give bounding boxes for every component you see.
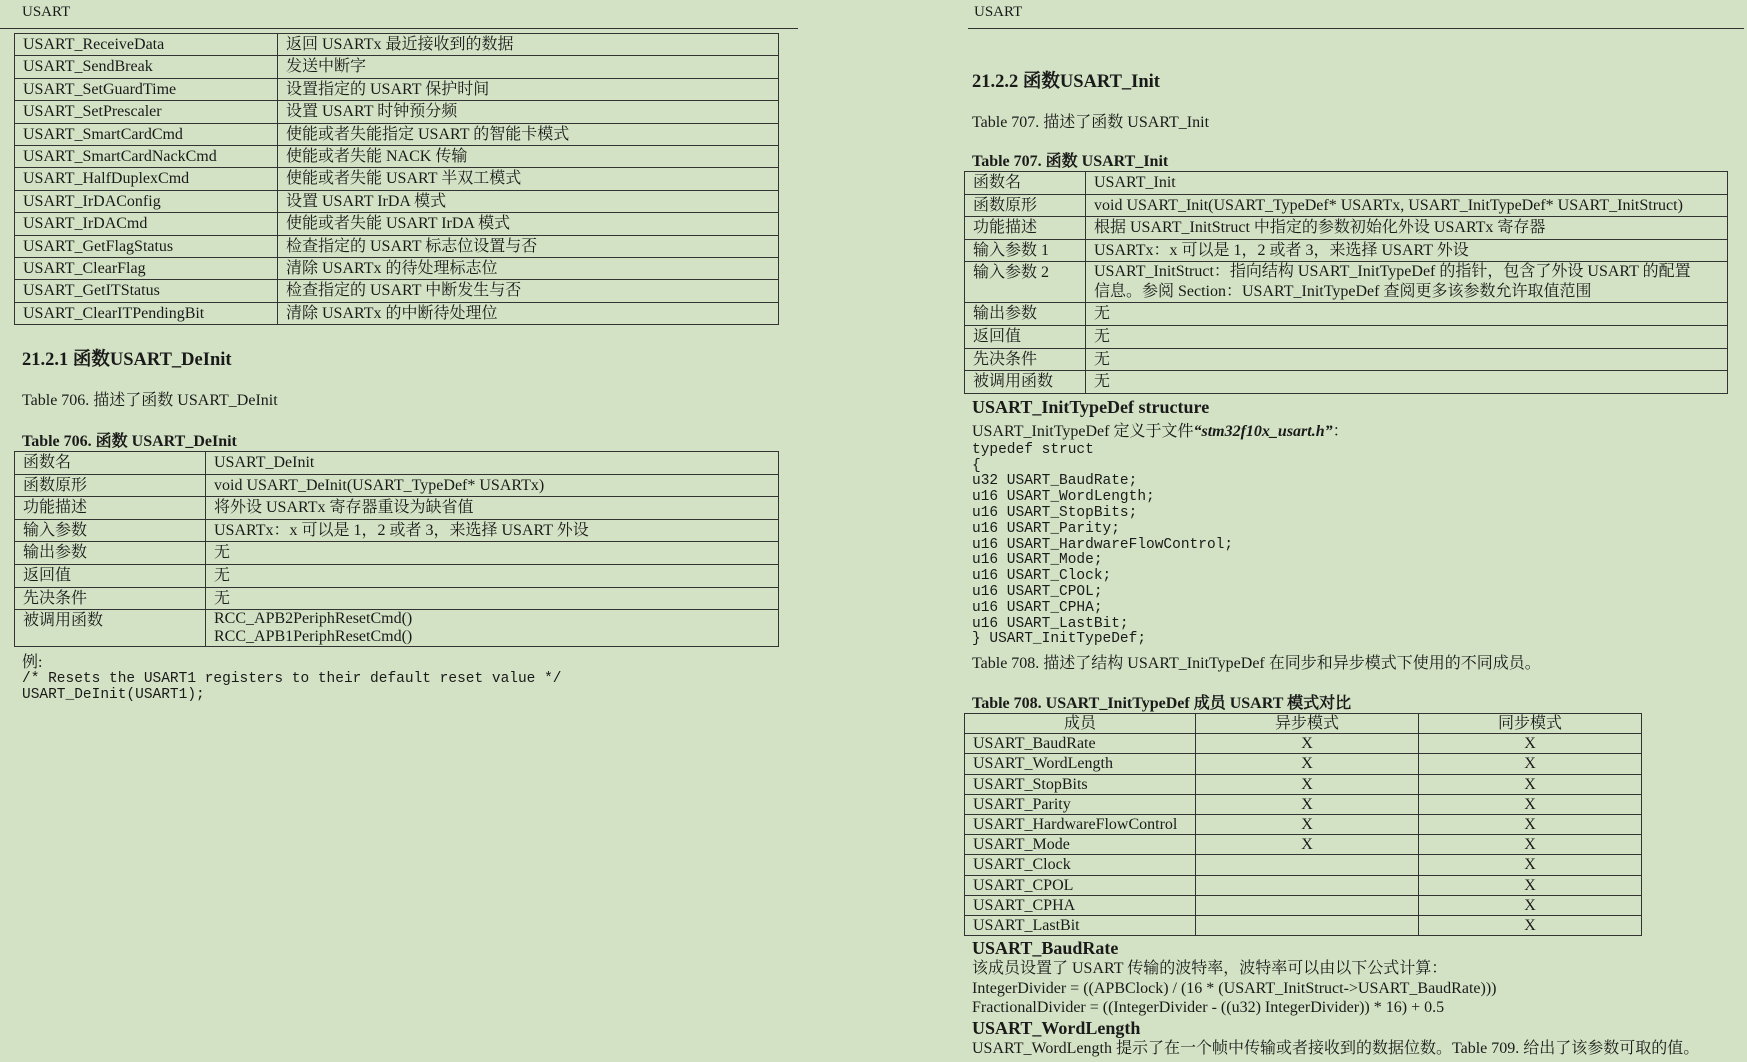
row-value: 清除 USARTx 的待处理标志位 — [278, 257, 779, 279]
mode-mark: X — [1196, 815, 1419, 835]
table-row — [965, 371, 1728, 394]
table-caption-708: Table 708. USART_InitTypeDef 成员 USART 模式对比 — [972, 695, 1352, 713]
row-label: 输出参数 — [965, 303, 1086, 326]
row-value: USART_DeInit — [206, 452, 779, 475]
mode-mark — [1196, 875, 1419, 895]
section-title-deinit: 21.2.1 函数USART_DeInit — [22, 350, 232, 371]
function-table — [14, 33, 779, 325]
table-row — [15, 213, 779, 235]
row-label: 功能描述 — [965, 217, 1086, 240]
row-label: USART_GetFlagStatus — [15, 235, 278, 257]
column-header: 成员 — [965, 714, 1196, 734]
mode-mark — [1196, 895, 1419, 915]
row-value: USARTx：x 可以是 1，2 或者 3，来选择 USART 外设 — [206, 519, 779, 542]
mode-mark: X — [1419, 774, 1642, 794]
called-function: RCC_APB2PeriphResetCmd() — [214, 610, 413, 628]
member-name: USART_LastBit — [965, 915, 1196, 935]
row-label: 先决条件 — [965, 348, 1086, 371]
param2-line: 信息。参阅 Section：USART_InitTypeDef 查阅更多该参数允许取值范围 — [1094, 283, 1592, 301]
table-row — [15, 190, 779, 212]
row-value: 根据 USART_InitStruct 中指定的参数初始化外设 USARTx 寄存器 — [1086, 217, 1728, 240]
row-label: 返回值 — [15, 565, 206, 588]
row-value: 返回 USARTx 最近接收到的数据 — [278, 34, 779, 56]
table-row — [15, 565, 779, 588]
table-row — [965, 303, 1728, 326]
row-label: 先决条件 — [15, 587, 206, 610]
row-label: 函数名 — [965, 172, 1086, 195]
table-row — [15, 34, 779, 56]
table-row — [15, 474, 779, 497]
row-label: 输入参数 — [15, 519, 206, 542]
example-label: 例: — [22, 654, 43, 672]
table-row — [965, 239, 1728, 262]
baudrate-desc: 该成员设置了 USART 传输的波特率，波特率可以由以下公式计算： — [972, 960, 1448, 978]
struct-code: typedef struct { u32 USART_BaudRate; u16 USART_WordLength; u16 USART_StopBits; u16 USART_Parity; u16 USART_HardwareFlowControl; u16 USART_Mode; u16 USART_Clock; u16 USART_CPOL; u16 USART_CPHA; u16 USART_LastBit; } USART_InitTypeDef; — [972, 441, 1234, 648]
row-value: 无 — [1086, 371, 1728, 394]
right-page — [964, 0, 1734, 1058]
row-value: 无 — [1086, 348, 1728, 371]
row-value: USART_Init — [1086, 172, 1728, 195]
table-row — [15, 257, 779, 279]
left-page — [14, 0, 790, 704]
baudrate-formula: IntegerDivider = ((APBClock) / (16 * (USART_InitStruct->USART_BaudRate))) — [972, 979, 1497, 997]
row-label: 输入参数 1 — [965, 239, 1086, 262]
table-row — [965, 895, 1642, 915]
struct-def-prefix: USART_InitTypeDef 定义于文件 — [972, 422, 1194, 440]
mode-compare-table — [964, 713, 1642, 936]
table-caption-706: Table 706. 函数 USART_DeInit — [22, 433, 237, 451]
row-label: USART_SmartCardNackCmd — [15, 145, 278, 167]
column-header: 异步模式 — [1196, 714, 1419, 734]
table-row — [965, 835, 1642, 855]
table-row — [15, 235, 779, 257]
row-value: 无 — [206, 542, 779, 565]
struct-def-line — [972, 418, 1734, 441]
page-header: USART — [968, 0, 1744, 29]
row-label: USART_SetPrescaler — [15, 101, 278, 123]
baudrate-formula: FractionalDivider = ((IntegerDivider - ((u32) IntegerDivider)) * 16) + 0.5 — [972, 999, 1445, 1017]
param2-line: USART_InitStruct：指向结构 USART_InitTypeDef 的指针，包含了外设 USART 的配置 — [1094, 263, 1691, 281]
member-name: USART_BaudRate — [965, 734, 1196, 754]
row-value: 无 — [206, 565, 779, 588]
wordlength-desc: USART_WordLength 提示了在一个帧中传输或者接收到的数据位数。Table 709. 给出了该参数可取的值。 — [972, 1039, 1700, 1057]
member-name: USART_Mode — [965, 835, 1196, 855]
table-row — [15, 101, 779, 123]
table-row — [15, 587, 779, 610]
row-label: 返回值 — [965, 325, 1086, 348]
section-title-init: 21.2.2 函数USART_Init — [972, 72, 1160, 92]
table-row — [965, 172, 1728, 195]
mode-mark: X — [1196, 754, 1419, 774]
row-value: 检查指定的 USART 中断发生与否 — [278, 280, 779, 302]
struct-def-file: “stm32f10x_usart.h” — [1193, 422, 1333, 440]
table-header-row — [965, 714, 1642, 734]
mode-mark: X — [1419, 754, 1642, 774]
table-row — [965, 915, 1642, 935]
row-value: 无 — [1086, 325, 1728, 348]
row-value: 使能或者失能 NACK 传输 — [278, 145, 779, 167]
table-row — [15, 123, 779, 145]
row-label: USART_HalfDuplexCmd — [15, 168, 278, 190]
mode-mark: X — [1419, 815, 1642, 835]
mode-mark: X — [1196, 734, 1419, 754]
example-code: /* Resets the USART1 registers to their default reset value */ USART_DeInit(USART1); — [22, 671, 562, 704]
table-row — [15, 497, 779, 520]
row-label: 被调用函数 — [965, 371, 1086, 394]
row-value: 设置 USART 时钟预分频 — [278, 101, 779, 123]
struct-title: USART_InitTypeDef structure — [972, 396, 1210, 417]
table-row — [15, 280, 779, 302]
mode-mark: X — [1196, 774, 1419, 794]
table-row — [15, 519, 779, 542]
column-header: 同步模式 — [1419, 714, 1642, 734]
table-row — [15, 145, 779, 167]
deinit-desc-table — [14, 451, 779, 647]
row-label: 函数原形 — [965, 194, 1086, 217]
row-label: USART_ClearFlag — [15, 257, 278, 279]
struct-def-suffix: ： — [1332, 422, 1349, 440]
row-value: void USART_Init(USART_TypeDef* USARTx, USART_InitTypeDef* USART_InitStruct) — [1086, 194, 1728, 217]
table-row — [15, 78, 779, 100]
table-row — [15, 452, 779, 475]
row-label: 功能描述 — [15, 497, 206, 520]
baudrate-title: USART_BaudRate — [972, 938, 1119, 959]
table-row — [965, 754, 1642, 774]
row-value: 无 — [1086, 303, 1728, 326]
mode-mark: X — [1419, 794, 1642, 814]
member-name: USART_Clock — [965, 855, 1196, 875]
row-label: USART_ReceiveData — [15, 34, 278, 56]
row-value: 无 — [206, 587, 779, 610]
member-name: USART_StopBits — [965, 774, 1196, 794]
mode-mark: X — [1419, 734, 1642, 754]
member-name: USART_CPOL — [965, 875, 1196, 895]
row-label: 函数名 — [15, 452, 206, 475]
row-value: 发送中断字 — [278, 56, 779, 78]
table-row — [15, 302, 779, 324]
table-row — [965, 794, 1642, 814]
table-row — [965, 217, 1728, 240]
table-row — [965, 855, 1642, 875]
called-label: 被调用函数 — [15, 610, 206, 647]
row-value: 检查指定的 USART 标志位设置与否 — [278, 235, 779, 257]
row-label: USART_IrDACmd — [15, 213, 278, 235]
mode-mark — [1196, 855, 1419, 875]
table-row — [965, 815, 1642, 835]
member-name: USART_CPHA — [965, 895, 1196, 915]
mode-mark: X — [1419, 835, 1642, 855]
mode-mark: X — [1419, 915, 1642, 935]
row-label: USART_IrDAConfig — [15, 190, 278, 212]
row-value: 使能或者失能指定 USART 的智能卡模式 — [278, 123, 779, 145]
row-value: 清除 USARTx 的中断待处理位 — [278, 302, 779, 324]
row-label: USART_SmartCardCmd — [15, 123, 278, 145]
mode-mark: X — [1196, 794, 1419, 814]
table-row — [965, 348, 1728, 371]
param2-label: 输入参数 2 — [965, 262, 1086, 303]
member-name: USART_WordLength — [965, 754, 1196, 774]
row-label: 输出参数 — [15, 542, 206, 565]
table-row — [965, 875, 1642, 895]
init-desc-table — [964, 171, 1728, 394]
table-row — [965, 325, 1728, 348]
mode-mark: X — [1419, 855, 1642, 875]
table708-intro: Table 708. 描述了结构 USART_InitTypeDef 在同步和异步模式下使用的不同成员。 — [972, 655, 1541, 673]
table-row — [965, 734, 1642, 754]
table-row — [15, 56, 779, 78]
member-name: USART_HardwareFlowControl — [965, 815, 1196, 835]
row-value: USARTx：x 可以是 1，2 或者 3，来选择 USART 外设 — [1086, 239, 1728, 262]
table-row — [15, 542, 779, 565]
row-label: USART_SetGuardTime — [15, 78, 278, 100]
row-value: 设置 USART IrDA 模式 — [278, 190, 779, 212]
wordlength-title: USART_WordLength — [972, 1017, 1141, 1038]
called-function: RCC_APB1PeriphResetCmd() — [214, 628, 413, 646]
row-value: void USART_DeInit(USART_TypeDef* USARTx) — [206, 474, 779, 497]
section-intro-deinit: Table 706. 描述了函数 USART_DeInit — [22, 392, 278, 410]
row-label: USART_ClearITPendingBit — [15, 302, 278, 324]
row-value: 使能或者失能 USART 半双工模式 — [278, 168, 779, 190]
section-intro-init: Table 707. 描述了函数 USART_Init — [972, 114, 1210, 131]
row-value: 使能或者失能 USART IrDA 模式 — [278, 213, 779, 235]
mode-mark: X — [1196, 835, 1419, 855]
table-row — [965, 194, 1728, 217]
table-row — [965, 262, 1728, 303]
mode-mark: X — [1419, 875, 1642, 895]
table-row — [15, 610, 779, 647]
mode-mark — [1196, 915, 1419, 935]
table-row — [965, 774, 1642, 794]
row-label: 函数原形 — [15, 474, 206, 497]
page-header: USART — [0, 0, 798, 29]
mode-mark: X — [1419, 895, 1642, 915]
row-label: USART_GetITStatus — [15, 280, 278, 302]
member-name: USART_Parity — [965, 794, 1196, 814]
row-value: 设置指定的 USART 保护时间 — [278, 78, 779, 100]
row-label: USART_SendBreak — [15, 56, 278, 78]
table-row — [15, 168, 779, 190]
table-caption-707: Table 707. 函数 USART_Init — [972, 153, 1169, 170]
row-value: 将外设 USARTx 寄存器重设为缺省值 — [206, 497, 779, 520]
